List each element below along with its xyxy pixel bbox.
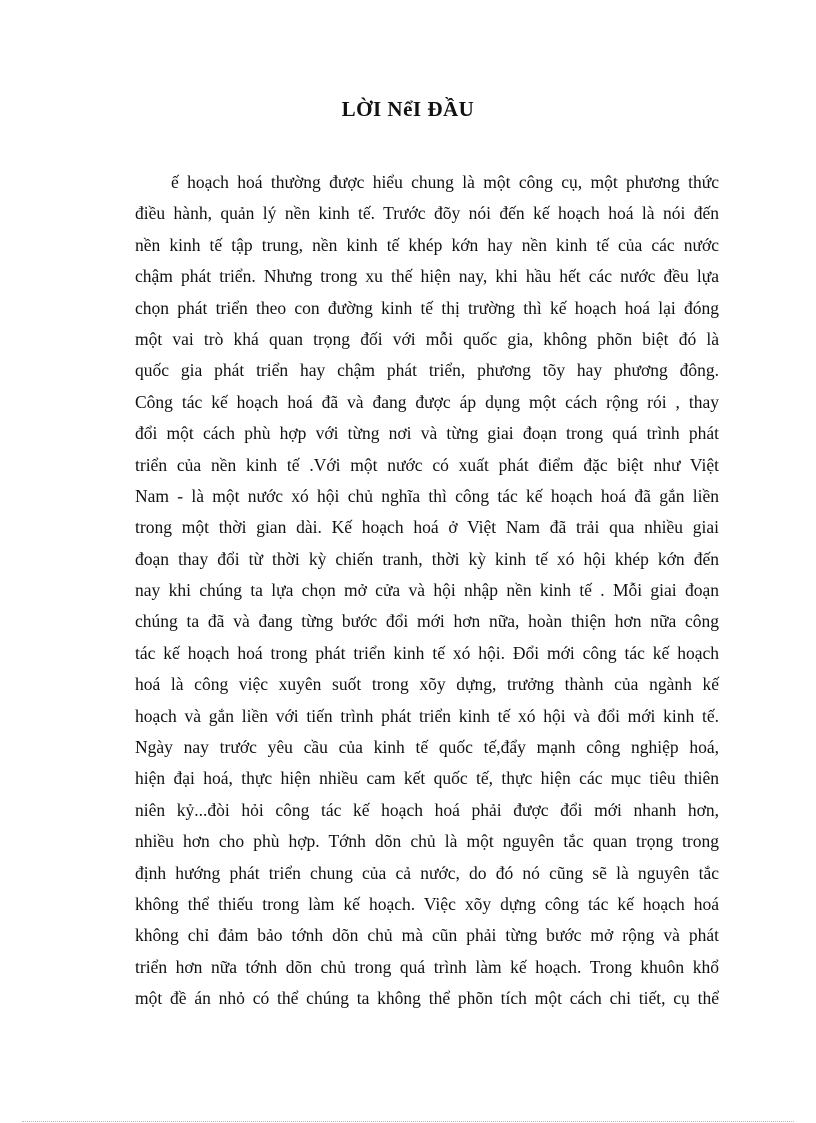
page-title: LỜI NểI ĐẦU: [341, 97, 475, 121]
text-line: tác kế hoạch hoá trong phát triển kinh tế xó hội. Đổi mới công tác kế hoạch: [135, 642, 719, 663]
text-line: nay khi chúng ta lựa chọn mở cửa và hội nhập nền kinh tế . Mỗi giai đoạn: [135, 580, 719, 601]
text-line: chậm phát triển. Nhưng trong xu thế hiện nay, khi hầu hết các nước đều lựa: [135, 266, 719, 287]
text-line: chọn phát triển theo con đường kinh tế thị trường thì kế hoạch hoá lại đóng: [135, 297, 719, 318]
text-line: Ngày nay trước yêu cầu của kinh tế quốc tế,đẩy mạnh công nghiệp hoá,: [135, 737, 719, 758]
text-line: không thể thiếu trong làm kế hoạch. Việc xõy dựng công tác kế hoạch hoá: [135, 893, 719, 914]
text-line: định hướng phát triển chung của cả nước, do đó nó cũng sẽ là nguyên tắc: [135, 862, 719, 883]
text-line: Nam - là một nước xó hội chủ nghĩa thì công tác kế hoạch hoá đã gắn liền: [135, 485, 719, 506]
text-line: chúng ta đã và đang từng bước đổi mới hơn nữa, hoàn thiện hơn nữa công: [135, 611, 719, 632]
text-line: hoạch và gắn liền với tiến trình phát triển kinh tế xó hội và đổi mới kinh tế.: [135, 705, 719, 726]
text-line: triển hơn nữa tớnh dõn chủ trong quá trình làm kế hoạch. Trong khuôn khổ: [135, 956, 719, 977]
text-line: điều hành, quản lý nền kinh tế. Trước đõy nói đến kế hoạch hoá là nói đến: [135, 203, 719, 224]
text-line: niên kỷ...đòi hỏi công tác kế hoạch hoá phải được đổi mới nhanh hơn,: [135, 799, 719, 820]
text-line: một đề án nhỏ có thể chúng ta không thể phõn tích một cách chi tiết, cụ thể: [135, 988, 719, 1009]
body-paragraph: [135, 167, 719, 1015]
text-line: Công tác kế hoạch hoá đã và đang được áp dụng một cách rộng rói , thay: [135, 391, 719, 412]
text-line: hiện đại hoá, thực hiện nhiều cam kết quốc tế, thực hiện các mục tiêu thiên: [135, 768, 719, 789]
text-line: ế hoạch hoá thường được hiểu chung là một công cụ, một phương thức: [171, 172, 719, 192]
text-line: trong một thời gian dài. Kế hoạch hoá ở Việt Nam đã trải qua nhiều giai: [135, 517, 719, 538]
text-line: đổi một cách phù hợp với từng nơi và từng giai đoạn trong quá trình phát: [135, 423, 719, 444]
text-line: không chỉ đảm bảo tớnh dõn chủ mà cũn phải từng bước mở rộng và phát: [135, 925, 719, 946]
text-line: nhiều hơn cho phù hợp. Tớnh dõn chủ là một nguyên tắc quan trọng trong: [135, 831, 719, 852]
text-line: quốc gia phát triển hay chậm phát triển, phương tõy hay phương đông.: [135, 360, 719, 381]
text-line: triển của nền kinh tế .Với một nước có xuất phát điểm đặc biệt như Việt: [135, 454, 719, 475]
text-line: một vai trò khá quan trọng đối với mỗi quốc gia, không phõn biệt đó là: [135, 328, 719, 349]
text-line: hoá là công việc xuyên suốt trong xõy dựng, trưởng thành của ngành kế: [135, 674, 719, 695]
text-line: nền kinh tế tập trung, nền kinh tế khép kớn hay nền kinh tế của các nước: [135, 234, 719, 255]
page-bottom-divider: [22, 1121, 794, 1122]
text-line: đoạn thay đổi từ thời kỳ chiến tranh, thời kỳ kinh tế xó hội khép kớn đến: [135, 548, 719, 569]
